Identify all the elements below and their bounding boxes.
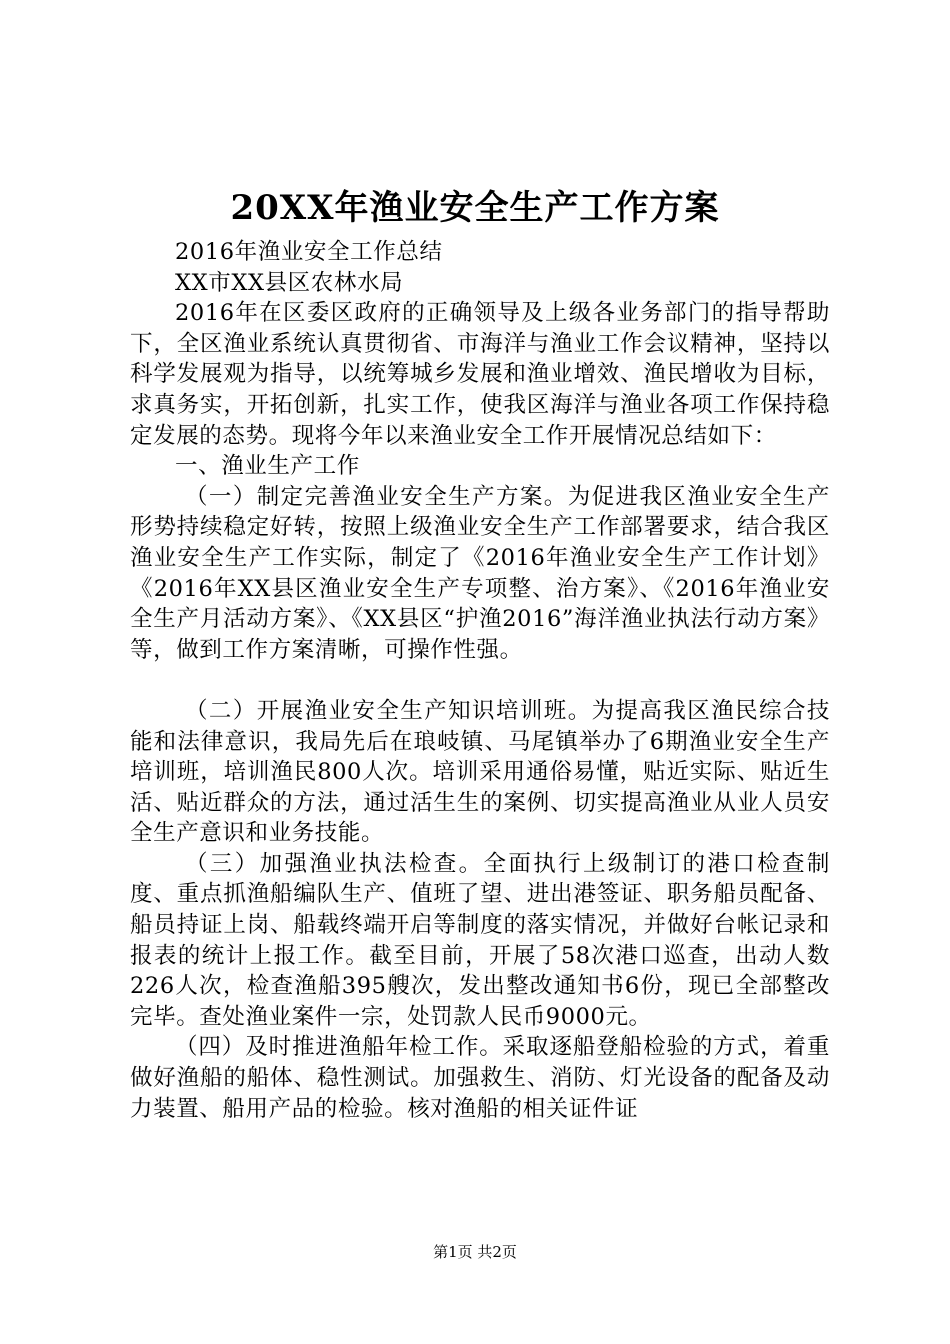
paragraph-item-3: （三）加强渔业执法检查。全面执行上级制订的港口检查制度、重点抓渔船编队生产、值班了望、进出港签证、职务船员配备、船员持证上岗、船载终端开启等制度的落实情况，并做好台帐记录和报表的统计上报工作。截至目前，开展了58次港口巡查，出动人数226人次，检查渔船395艘次，发出整改通知书6份，现已全部整改完毕。查处渔业案件一宗，处罚款人民币9000元。 xyxy=(130,850,830,1030)
page-footer: 第1页 共2页 xyxy=(433,1243,517,1261)
paragraph-item-1: （一）制定完善渔业安全生产方案。为促进我区渔业安全生产形势持续稳定好转，按照上级渔业安全生产工作部署要求，结合我区渔业安全生产工作实际，制定了《2016年渔业安全生产工作计划》《2016年XX县区渔业安全生产专项整、治方案》、《2016年渔业安全生产月活动方案》、《XX县区“护渔2016”海洋渔业执法行动方案》等，做到工作方案清晰，可操作性强。 xyxy=(130,483,830,663)
document-title: 20XX年渔业安全生产工作方案 xyxy=(230,188,720,228)
paragraph-intro: 2016年在区委区政府的正确领导及上级各业务部门的指导帮助下，全区渔业系统认真贯彻省、市海洋与渔业工作会议精神，坚持以科学发展观为指导，以统筹城乡发展和渔业增效、渔民增收为目标，求真务实，开拓创新，扎实工作，使我区海洋与渔业各项工作保持稳定发展的态势。现将今年以来渔业安全工作开展情况总结如下： xyxy=(130,300,830,449)
paragraph-item-2: （二）开展渔业安全生产知识培训班。为提高我区渔民综合技能和法律意识，我局先后在琅岐镇、马尾镇举办了6期渔业安全生产培训班，培训渔民800人次。培训采用通俗易懂，贴近实际、贴近生活、贴近群众的方法，通过活生生的案例、切实提高渔业从业人员安全生产意识和业务技能。 xyxy=(130,697,830,847)
paragraph-issuer: XX市XX县区农林水局 xyxy=(175,269,404,296)
document-body xyxy=(130,237,830,1124)
paragraph-section-heading: 一、渔业生产工作 xyxy=(175,453,360,480)
paragraph-item-4: （四）及时推进渔船年检工作。采取逐船登船检验的方式，着重做好渔船的船体、稳性测试。加强救生、消防、灯光设备的配备及动力装置、船用产品的检验。核对渔船的相关证件证 xyxy=(130,1034,830,1122)
paragraph-summary-heading: 2016年渔业安全工作总结 xyxy=(175,239,443,265)
